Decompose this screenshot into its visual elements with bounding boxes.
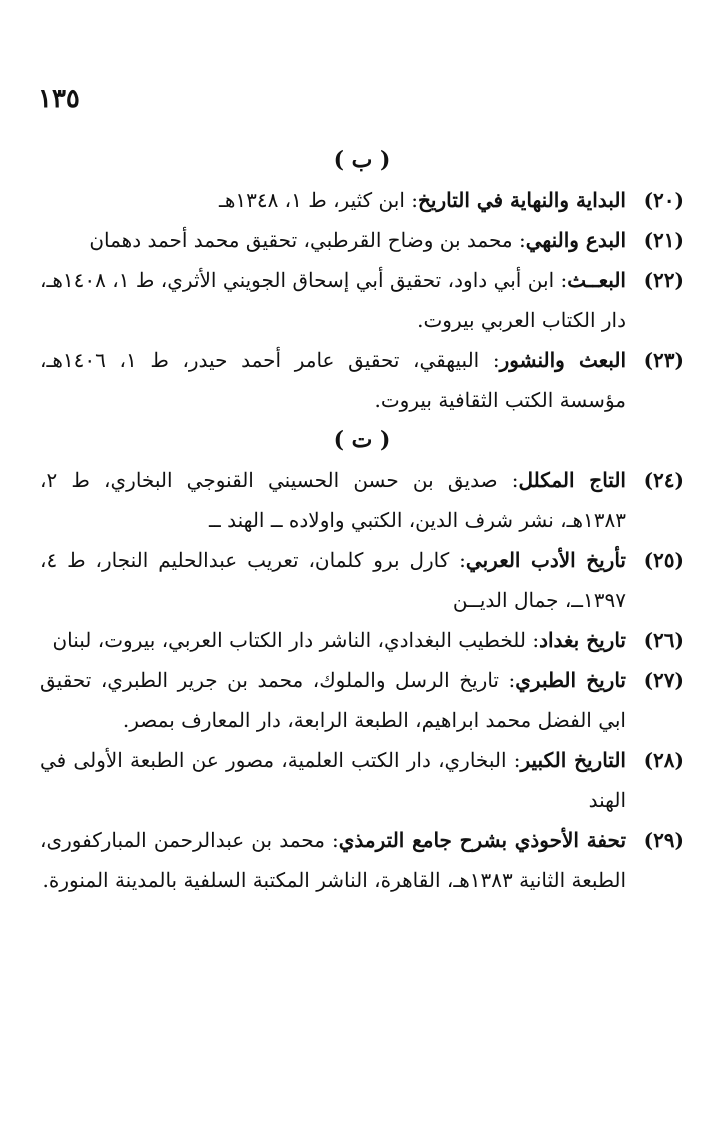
entry-number: (٢١) [643,228,684,252]
entry-details: : للخطيب البغدادي، الناشر دار الكتاب العربي، بيروت، لبنان [52,628,540,652]
bibliography-entry [40,660,684,740]
entry-title: البعث والنشور [499,348,626,372]
entry-details: : البيهقي، تحقيق عامر أحمد حيدر، ط ١، ١٤٠٦هـ، مؤسسة الكتب الثقافية بيروت. [40,348,626,412]
entry-number: (٢٢) [643,268,684,292]
entry-details: : تاريخ الرسل والملوك، محمد بن جرير الطبري، تحقيق ابي الفضل محمد ابراهيم، الطبعة الرابعة، دار المعارف بمصر. [40,668,626,732]
entry-title: البداية والنهاية في التاريخ [417,188,626,212]
entry-title: تأريخ الأدب العربي [465,548,626,572]
entry-details: : كارل برو كلمان، تعريب عبدالحليم النجار، ط ٤، ١٣٩٧ــ، جمال الديــن [40,548,626,612]
entry-details: : محمد بن عبدالرحمن المباركفورى، الطبعة الثانية ١٣٨٣هـ، القاهرة، الناشر المكتبة السلفية بالمدينة المنورة. [40,828,626,892]
entry-number: (٢٩) [643,828,685,852]
bibliography-entry [40,180,684,220]
bibliography-entry [40,740,684,820]
entry-title: التاريخ الكبير [520,748,626,772]
section-heading-ta: ( ت ) [333,427,391,453]
entry-number: (٢٧) [643,668,684,692]
entry-title: تاريخ الطبري [515,668,626,692]
bibliography-entry [40,620,684,660]
entry-title: التاج المكلل [518,468,626,492]
entry-details: : ابن كثير، ط ١، ١٣٤٨هـ [218,188,418,212]
entry-number: (٢٥) [643,548,684,572]
entry-title: تاريخ بغداد [539,628,626,652]
entry-number: (٢٨) [643,748,684,772]
entry-number: (٢٣) [643,348,684,372]
bibliography-entry [40,220,684,260]
entry-number: (٢٠) [643,188,684,212]
entry-details: : البخاري، دار الكتب العلمية، مصور عن الطبعة الأولى في الهند [40,748,626,812]
entry-details: : ابن أبي داود، تحقيق أبي إسحاق الجويني الأثري، ط ١، ١٤٠٨هـ، دار الكتاب العربي بيروت. [40,268,626,332]
bibliography-entry [40,260,684,340]
bibliography-entry [40,540,684,620]
entry-number: (٢٦) [643,628,684,652]
bibliography-list [40,140,684,900]
section-heading-ba: ( ب ) [333,147,391,173]
entry-title: البعــث [567,268,626,292]
entry-number: (٢٤) [643,468,684,492]
bibliography-entry [40,460,684,540]
entry-title: البدع والنهي [525,228,626,252]
bibliography-entry [40,820,684,900]
bibliography-entry [40,340,684,420]
page-number: ١٣٥ [38,84,80,114]
entry-title: تحفة الأحوذي بشرح جامع الترمذي [338,828,627,852]
entry-details: : صديق بن حسن الحسيني القنوجي البخاري، ط ٢، ١٣٨٣هـ، نشر شرف الدين، الكتبي واولاده ــ الهند ــ [40,468,626,532]
entry-details: : محمد بن وضاح القرطبي، تحقيق محمد أحمد دهمان [89,228,526,252]
